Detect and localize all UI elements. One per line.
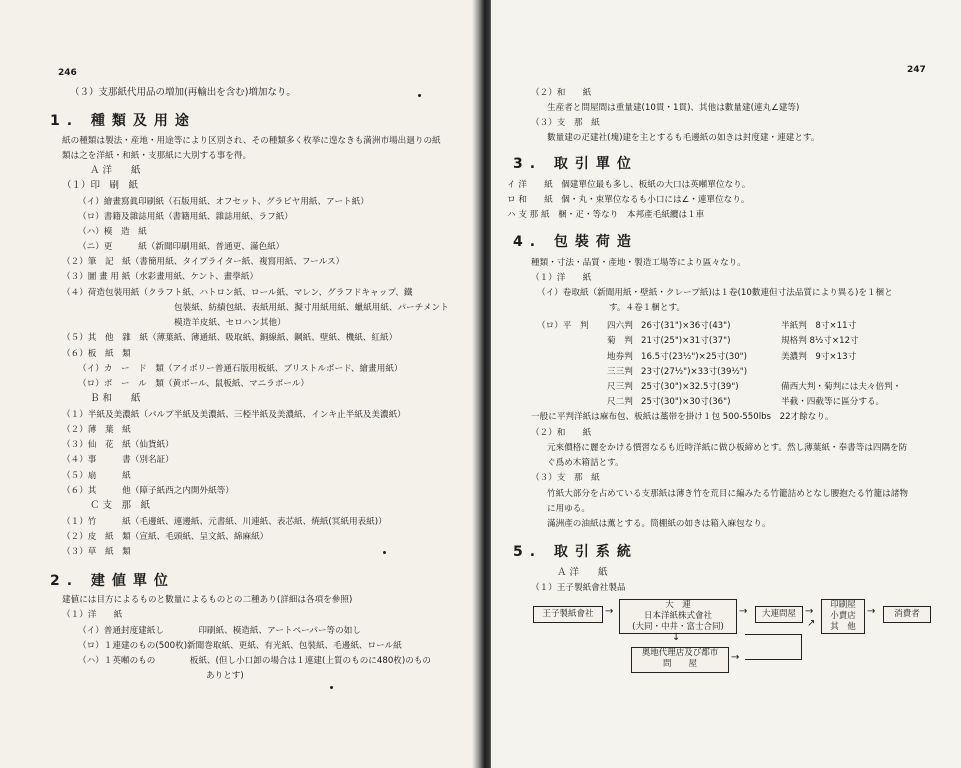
text-line: （２）薄 葉 紙	[62, 425, 131, 435]
text-line: 紙の種類は製法・産地・用途等により区別され、その種類多く枚挙に遑なきも満洲市場出廻りの紙	[62, 136, 441, 146]
flow-retail-line: 印刷屋	[830, 600, 856, 610]
flow-box-wholesaler: 大連問屋	[755, 606, 803, 623]
subsection-label: Ｂ 和 紙	[90, 393, 141, 404]
text-line: （ハ）１英噸のもの 板紙、(但し小口卸の場合は１連建(上質のものに480枚)のもの	[78, 656, 432, 666]
text-line: 類は之を洋紙・和紙・支那紙に大別する事を得。	[62, 151, 252, 161]
size-value: 16.5寸(23½")×25寸(30")	[641, 352, 747, 362]
text-line: （２）筆 記 紙（書簡用紙、タイプライター紙、複寫用紙、フールス）	[62, 257, 345, 267]
text-line: （３）支 那 紙	[531, 118, 600, 128]
text-line: （イ）繪畫寫眞印刷紙（石版用紙、オフセット、グラビヤ用紙、アート紙）	[78, 197, 369, 207]
text-line: に用ゆる。	[547, 504, 590, 514]
flow-box-retail	[821, 599, 865, 634]
flow-retail-line: 小賣店	[830, 611, 856, 621]
text-line: 一般に平判洋紙は麻布包、板紙は藁帯を掛け１包 500-550lbs 22才餘なり。	[531, 412, 834, 422]
text-line: ありとす)	[206, 671, 244, 681]
text-line: 建値には目方によるものと數量によるものとの二種あり(詳細は各項を參照)	[62, 595, 353, 605]
section-heading: 4. 包裝荷造	[513, 234, 638, 250]
arrow-down-icon: ↓	[672, 632, 681, 643]
flow-box-regional	[631, 647, 729, 673]
section-heading: 1. 種類及用途	[50, 113, 196, 129]
text-line: （１）竹 紙（毛邊紙、連邊紙、元書紙、川連紙、表芯紙、焼紙(冥紙用表紙)）	[62, 517, 387, 527]
text-line: （１）洋 紙	[531, 273, 592, 283]
flow-agent-line: (大同・中井・富士合同)	[632, 622, 724, 632]
text-line: 數量建の疋建社(塊)建を主とするも毛邊紙の如きは封度建・連建とす。	[547, 133, 820, 143]
text-line: 包裝紙、紡績包紙、表紙用紙、擬寸用紙用紙、蠟紙用紙、パーチメント	[174, 303, 449, 313]
arrow-up-icon: ↗	[807, 618, 816, 629]
text-line: （イ）普通封度建紙し 印刷紙、模造紙、アートペーパー等の如し	[78, 626, 361, 636]
text-line: （５）其 他 雜 紙（薄葉紙、薄通紙、吸取紙、銅線紙、鋼紙、壁紙、機紙、紅紙）	[62, 333, 398, 343]
text-line: （５）扇 紙	[62, 471, 131, 481]
text-line: 生産者と問屋間は重量建(10貫・1貫)、其他は數量建(連丸∠建等)	[547, 103, 800, 113]
text-line: （１）半紙及美濃紙（パルプ半紙及美濃紙、三椏半紙及美濃紙、インキ止半紙及美濃紙）	[62, 410, 406, 420]
flow-regional-line: 問 屋	[662, 659, 697, 669]
text-line: 模造羊皮紙、セロハン其他）	[174, 318, 286, 328]
speck	[383, 551, 386, 554]
size-name: 地券判	[607, 352, 633, 362]
size-name: 菊 判	[607, 336, 633, 346]
speck	[418, 94, 421, 97]
size-name: 四六判	[607, 321, 633, 331]
flow-retail-line: 其 他	[830, 622, 856, 632]
text-line: 元來價格に麗をかける慣習なるも近時洋紙に做ひ板締めとす。然し薄葉紙・奉書等は四隅を防	[547, 443, 908, 453]
text-line: 竹紙大部分を占めている支那紙は薄き竹を荒目に編みたる竹籠詰めとなし腰抱たる竹籠は諸物	[547, 489, 908, 499]
text-line: す。４卷１梱とす。	[609, 303, 685, 313]
text-line: （３）支 那 紙	[531, 473, 600, 483]
size-value: 25寸(30")×32.5寸(39")	[641, 382, 739, 392]
size-value: 26寸(31")×36寸(43")	[641, 321, 731, 331]
flow-box-consumer: 消費者	[883, 606, 931, 623]
size-name: 尺二判	[607, 397, 633, 407]
text-line: （２）皮 紙 類（宣紙、毛頭紙、呈文紙、綿麻紙）	[62, 532, 269, 542]
text-line: （３）草 紙 類	[62, 547, 131, 557]
subsection-label: Ａ 洋 紙	[90, 165, 141, 176]
text-line: （４）荷造包裝用紙（クラフト紙、ハトロン紙、ロール紙、マレン、グラフドキャップ、鐵	[62, 288, 413, 298]
size-value: 23寸(27½")×33寸(39½")	[641, 367, 748, 377]
flow-connector	[745, 634, 802, 660]
arrow-icon: →	[739, 606, 748, 617]
text-line: （３）圖 畫 用 紙（水彩畫用紙、ケント、畫學紙）	[62, 272, 259, 282]
text-line: （６）板 紙 類	[62, 349, 131, 359]
text-line: （ニ）更 紙（新聞印刷用紙、普通更、滿色紙）	[78, 242, 285, 252]
size-value: 25寸(30")×30寸(36")	[641, 397, 731, 407]
size-value: 21寸(25")×31寸(37")	[641, 336, 731, 346]
text-line: 滿洲產の油紙は薫とする。筒棚紙の如きは箱入麻包なり。	[547, 519, 771, 529]
text-line: ハ 支 那 紙 梱・疋・等なり 本邦產毛紙纜は１車	[507, 210, 705, 220]
size-note: 備西大判・菊判には夫々倍判・	[781, 382, 902, 392]
arrow-icon: →	[731, 652, 740, 663]
subsection-label: Ａ 洋 紙	[557, 567, 608, 578]
text-line: （ロ）１連建のもの(500枚)新聞巻取紙、更紙、有光紙、包裝紙、毛邊紙、ロール紙	[78, 641, 402, 651]
flow-agent-line: 大 連	[665, 600, 691, 610]
text-line: ロ 和 紙 個・丸・束單位なるも小口には∠・連單位なり。	[507, 195, 750, 205]
page-number: 247	[907, 65, 926, 75]
text-line: （１）王子製紙會社製品	[531, 583, 626, 593]
section-heading: 3. 取引單位	[513, 156, 638, 172]
flow-box-agent	[619, 599, 737, 634]
section-heading: 2. 建値單位	[50, 573, 175, 589]
text-line: （ロ）書籍及雜誌用紙（書籍用紙、雜誌用紙、ラフ紙）	[78, 212, 293, 222]
text-line: （２）和 紙	[531, 88, 592, 98]
text-line: （４）事 書（別名証）	[62, 455, 174, 465]
flow-regional-line: 奧地代理店及び都市	[641, 648, 719, 658]
text-line: イ 洋 紙 個建單位最も多し、板紙の大口は英噸單位なり。	[507, 180, 751, 190]
arrow-icon: →	[867, 606, 876, 617]
text-line: （イ）卷取紙（新聞用紙・壁紙・クレープ紙)は１卷(10數連但寸法品質により異る)を１梱と	[537, 288, 893, 298]
text-line: （ロ）平 判	[537, 321, 589, 331]
size-note: 美濃判 9寸×13寸	[781, 352, 857, 362]
size-note: 半截・四截等に區分する。	[781, 397, 885, 407]
text-line: （１）洋 紙	[62, 610, 123, 620]
text-line: （６）其 他（障子紙西之内開外紙等）	[62, 486, 234, 496]
subsection-label: Ｃ 支 那 紙	[90, 500, 151, 511]
page-number: 246	[58, 68, 77, 78]
text-line: （イ）カ ー ド 類（アイボリー普通石版用板紙、ブリストルボード、繪畫用紙）	[78, 364, 403, 374]
arrow-icon: →	[605, 606, 614, 617]
text-line: 種類・寸法・品質・產地・製造工場等により區々なり。	[531, 258, 746, 268]
size-name: 三三判	[607, 367, 633, 377]
size-note: 半紙判 8寸×11寸	[781, 321, 857, 331]
flow-agent-line: 日本洋紙株式會社	[643, 611, 712, 621]
text-line: （２）和 紙	[531, 428, 592, 438]
text-line: （１）印 刷 紙	[62, 180, 139, 191]
size-note: 規格判 8½寸×12寸	[781, 336, 859, 346]
text-line: （ハ）模 造 紙	[78, 227, 147, 237]
arrow-icon: →	[805, 606, 814, 617]
binding-shadow	[472, 0, 490, 768]
right-page	[491, 0, 961, 768]
section-heading: 5. 取引系統	[513, 544, 638, 560]
speck	[330, 686, 333, 689]
text-line: ぐ爲め木箱詰とす。	[547, 458, 624, 468]
text-line: （３）支那紙代用品の増加(再輸出を含む)増加なり。	[70, 87, 296, 98]
flow-box-maker: 王子製紙會社	[533, 606, 603, 623]
text-line: （ロ）ボ ー ル 類（黄ボール、鼠板紙、マニラボール）	[78, 379, 310, 389]
size-name: 尺三判	[607, 382, 633, 392]
text-line: （３）仙 花 紙（仙貨紙）	[62, 440, 174, 450]
